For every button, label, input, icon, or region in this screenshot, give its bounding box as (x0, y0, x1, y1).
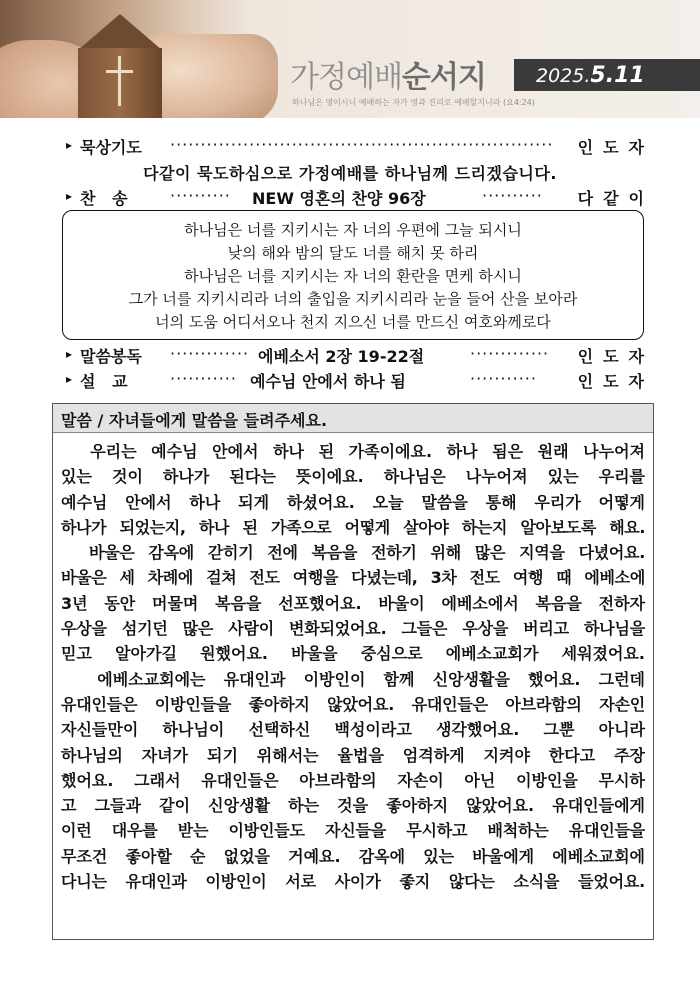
sermon-line: 바울은 세 차례에 걸쳐 전도 여행을 다녔는데, 3차 전도 여행 때 에베소에 (61, 568, 645, 588)
sermon-section (52, 403, 654, 940)
sermon-line: 유대인들은 이방인들을 좋아하지 않았어요. 유대인들은 아브라함의 자손인 (61, 694, 645, 714)
order-dots: ············· (470, 344, 550, 363)
sermon-title: 예수님 안에서 하나 됨 (250, 372, 406, 391)
sermon-line: 이런 대우를 받는 이방인들도 자신들을 무시하고 배척하는 유대인들을 (61, 821, 645, 841)
order-sermon (66, 369, 654, 393)
sermon-line: 하나님의 자녀가 되기 위해서는 율법을 엄격하게 지켜야 한다고 주장 (61, 745, 645, 765)
order-prayer (66, 135, 654, 159)
order-label: 말씀봉독 (80, 347, 142, 366)
order-label: 묵상기도 (80, 138, 142, 157)
sermon-line: 예수님 안에서 하나 되게 하셨어요. 오늘 말씀을 통해 우리가 어떻게 (61, 492, 645, 512)
order-dots: ······························································· (170, 135, 554, 154)
sermon-line: 했어요. 그래서 유대인들은 아브라함의 자손이 아닌 이방인을 무시하 (61, 770, 645, 790)
hymn-lyric-line: 너의 도움 어디서오나 천지 지으신 너를 만드신 여호와께로다 (155, 313, 551, 331)
hymn-lyric-line: 그가 너를 지키시리라 너의 출입을 지키시리라 눈을 들어 산을 보아라 (128, 290, 578, 308)
header-verse: 하나님은 영이시니 예배하는 자가 영과 진리로 예배할지니라 (요4:24) (292, 98, 535, 107)
hymn-lyric-line: 하나님은 너를 지키시는 자 너의 환란을 면케 하시니 (184, 267, 522, 285)
service-date: 2025.5.11 (536, 63, 645, 88)
order-label: 설 교 (80, 372, 128, 391)
sermon-line: 우상을 섬기던 많은 사람이 변화되었어요. 그들은 우상을 버리고 하나님을 (61, 619, 645, 639)
wooden-house-cross-image (78, 14, 162, 118)
hymn-lyric-line: 낮의 해와 밤의 달도 너를 해치 못 하리 (227, 244, 479, 262)
order-hymn (66, 186, 654, 210)
bullet-triangle-icon: ▸ (66, 347, 73, 361)
sermon-line: 고 그들과 같이 신앙생활 하는 것을 좋아하지 않았어요. 유대인들에게 (61, 796, 645, 816)
order-leader: 다같이 (577, 189, 654, 208)
sermon-line: 바울은 감옥에 갇히기 전에 복음을 전하기 위해 많은 지역을 다녔어요. (61, 543, 645, 563)
sermon-line: 하나가 되었는지, 하나 된 가족으로 어떻게 살아야 하는지 알아보도록 해요. (61, 517, 645, 537)
hymn-lyric-line: 하나님은 너를 지키시는 자 너의 우편에 그늘 되시니 (184, 221, 522, 239)
order-reading (66, 344, 654, 368)
page-title: 가정예배순서지 (290, 60, 486, 95)
hymn-lyrics-box (62, 210, 644, 340)
order-leader: 인도자 (577, 138, 654, 157)
prayer-instruction: 다같이 묵도하심으로 가정예배를 하나님께 드리겠습니다. (143, 164, 557, 183)
reading-title: 에베소서 2장 19-22절 (258, 347, 425, 366)
sermon-line: 자신들만이 하나님이 선택하신 백성이라고 생각했어요. 그뿐 아니라 (61, 720, 645, 740)
sermon-heading: 말씀 / 자녀들에게 말씀을 들려주세요. (61, 411, 328, 430)
order-dots: ·········· (170, 186, 231, 205)
sermon-body (61, 439, 645, 894)
sermon-line: 있는 것이 하나가 된다는 뜻이에요. 하나님은 나누어져 있는 우리를 (61, 467, 645, 487)
order-dots: ··········· (170, 369, 237, 388)
order-dots: ·········· (482, 186, 543, 205)
bullet-triangle-icon: ▸ (66, 189, 73, 203)
hymn-title: NEW 영혼의 찬양 96장 (252, 189, 426, 208)
sermon-line: 다니는 유대인과 이방인이 서로 사이가 좋지 않다는 소식을 들었어요. (61, 872, 645, 892)
order-leader: 인도자 (577, 347, 654, 366)
bullet-triangle-icon: ▸ (66, 372, 73, 386)
sermon-line: 우리는 예수님 안에서 하나 된 가족이에요. 하나 됨은 원래 나누어져 (61, 442, 645, 461)
sermon-line: 에베소교회에는 유대인과 이방인이 함께 신앙생활을 했어요. 그런데 (61, 669, 645, 689)
order-dots: ··········· (470, 369, 537, 388)
cross-icon (118, 56, 121, 106)
sermon-heading-bar (53, 404, 653, 433)
sermon-line: 믿고 알아가길 원했어요. 바울을 중심으로 에베소교회가 세워졌어요. (61, 644, 645, 664)
order-label: 찬 송 (80, 189, 128, 208)
sermon-line: 3년 동안 머물며 복음을 선포했어요. 바울이 에베소에서 복음을 전하자 (61, 593, 645, 613)
bullet-triangle-icon: ▸ (66, 138, 73, 152)
order-dots: ············· (170, 344, 250, 363)
sermon-line: 무조건 좋아할 순 없었을 거예요. 감옥에 있는 바울에게 에베소교회에 (61, 846, 645, 866)
order-leader: 인도자 (577, 372, 654, 391)
